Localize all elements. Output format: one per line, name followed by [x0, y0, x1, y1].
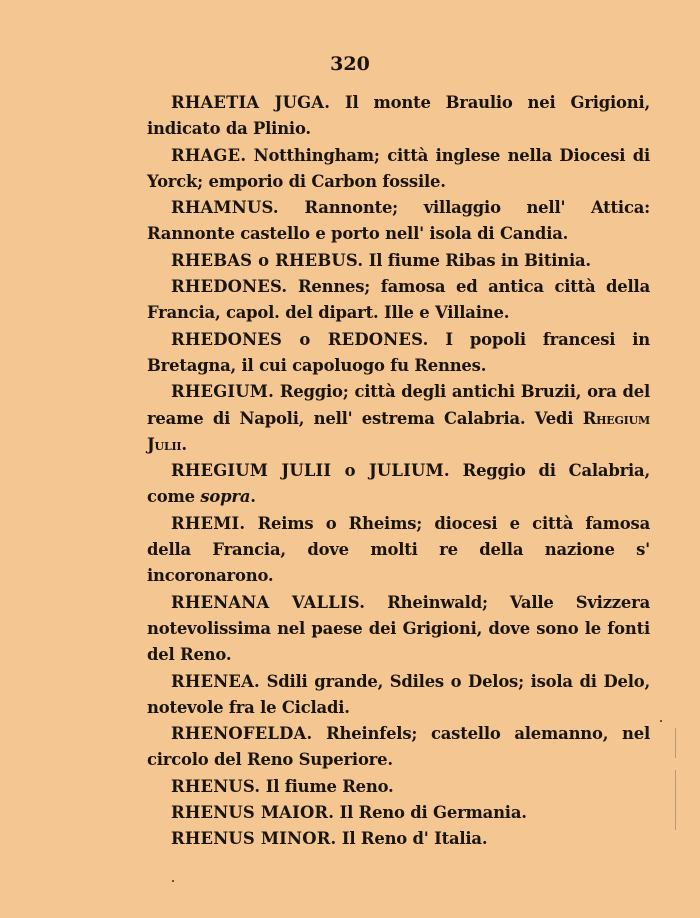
entry-definition: Il Reno di Germania.	[334, 803, 527, 823]
entry-headword: RHENUS MINOR.	[171, 829, 337, 849]
entry	[147, 669, 650, 722]
entry-definition-end: .	[181, 434, 187, 454]
entry-definition: Notthingham; città inglese nella Diocesi di Yorck; emporio di Carbon fossile.	[147, 145, 650, 191]
entry-headword: RHEDONES.	[171, 277, 288, 297]
entry-headword: RHAGE.	[171, 145, 247, 165]
entry-definition: Rheinfels; castello alemanno, nel circolo del Reno Superiore.	[147, 724, 650, 770]
entry	[147, 458, 650, 511]
entry-headword: RHEBAS o RHEBUS.	[171, 250, 364, 270]
entry-definition: Il fiume Reno.	[260, 776, 394, 796]
entry-headword: RHENEA.	[171, 671, 260, 691]
print-speck	[660, 720, 662, 722]
entry-headword: RHENUS.	[171, 776, 261, 796]
entry-definition: Rennes; famosa ed antica città della Francia, capol. del dipart. Ille e Villaine.	[147, 277, 650, 323]
entry-headword: RHAMNUS.	[171, 198, 279, 218]
entry-definition: Sdili grande, Sdiles o Delos; isola di Delo, notevole fra le Cicladi.	[147, 671, 650, 717]
print-speck	[172, 880, 174, 882]
entry-headword: RHENOFELDA.	[171, 724, 313, 744]
entry	[147, 379, 650, 458]
entry-definition: Il fiume Ribas in Bitinia.	[363, 250, 591, 270]
entry-definition: Reggio di Calabria, come	[147, 461, 650, 507]
entry-definition: Rannonte; villaggio nell' Attica: Rannonte castello e porto nell' isola di Candia.	[147, 198, 650, 244]
entry	[147, 511, 650, 590]
page-edge-shadow	[675, 728, 676, 758]
entry-headword: RHENUS MAIOR.	[171, 803, 335, 823]
entry-definition: I popoli francesi in Bretagna, il cui capoluogo fu Rennes.	[147, 329, 651, 375]
entry	[147, 826, 650, 852]
entry-definition: Il Reno d' Italia.	[336, 829, 488, 849]
page-number: 320	[330, 53, 370, 75]
entry-headword: RHEMI.	[171, 513, 246, 533]
entry-headword: RHEGIUM JULII o JULIUM.	[171, 461, 450, 481]
entry	[147, 800, 650, 826]
italic-word: sopra	[200, 487, 251, 507]
entry-definition: Reggio; città degli antichi Bruzii, ora del reame di Napoli, nell' estrema Calabria. Vedi	[147, 382, 650, 428]
cross-reference: Rhegium Julii	[147, 408, 650, 454]
entry-definition: Il monte Braulio nei Grigioni, indicato da Plinio.	[147, 93, 650, 139]
entry	[147, 274, 650, 327]
entry-headword: RHEDONES o REDONES.	[171, 329, 429, 349]
entry	[147, 774, 650, 800]
entry-definition-end: .	[250, 487, 256, 507]
entry	[147, 327, 650, 380]
dictionary-text	[147, 90, 650, 853]
entry-headword: RHENANA VALLIS.	[171, 592, 366, 612]
entry-headword: RHAETIA JUGA.	[171, 93, 331, 112]
entry	[147, 248, 650, 274]
entry	[147, 590, 650, 669]
entry	[147, 143, 650, 196]
entry-definition: Rheinwald; Valle Svizzera notevolissima nel paese dei Grigioni, dove sono le fonti del Reno.	[147, 592, 650, 665]
entry-definition: Reims o Rheims; diocesi e città famosa della Francia, dove molti re della nazione s' incoronarono.	[147, 513, 650, 586]
entry	[147, 195, 650, 248]
page-edge-shadow	[675, 770, 676, 830]
entry	[147, 721, 650, 774]
entry	[147, 90, 650, 143]
entry-headword: RHEGIUM.	[171, 382, 275, 402]
